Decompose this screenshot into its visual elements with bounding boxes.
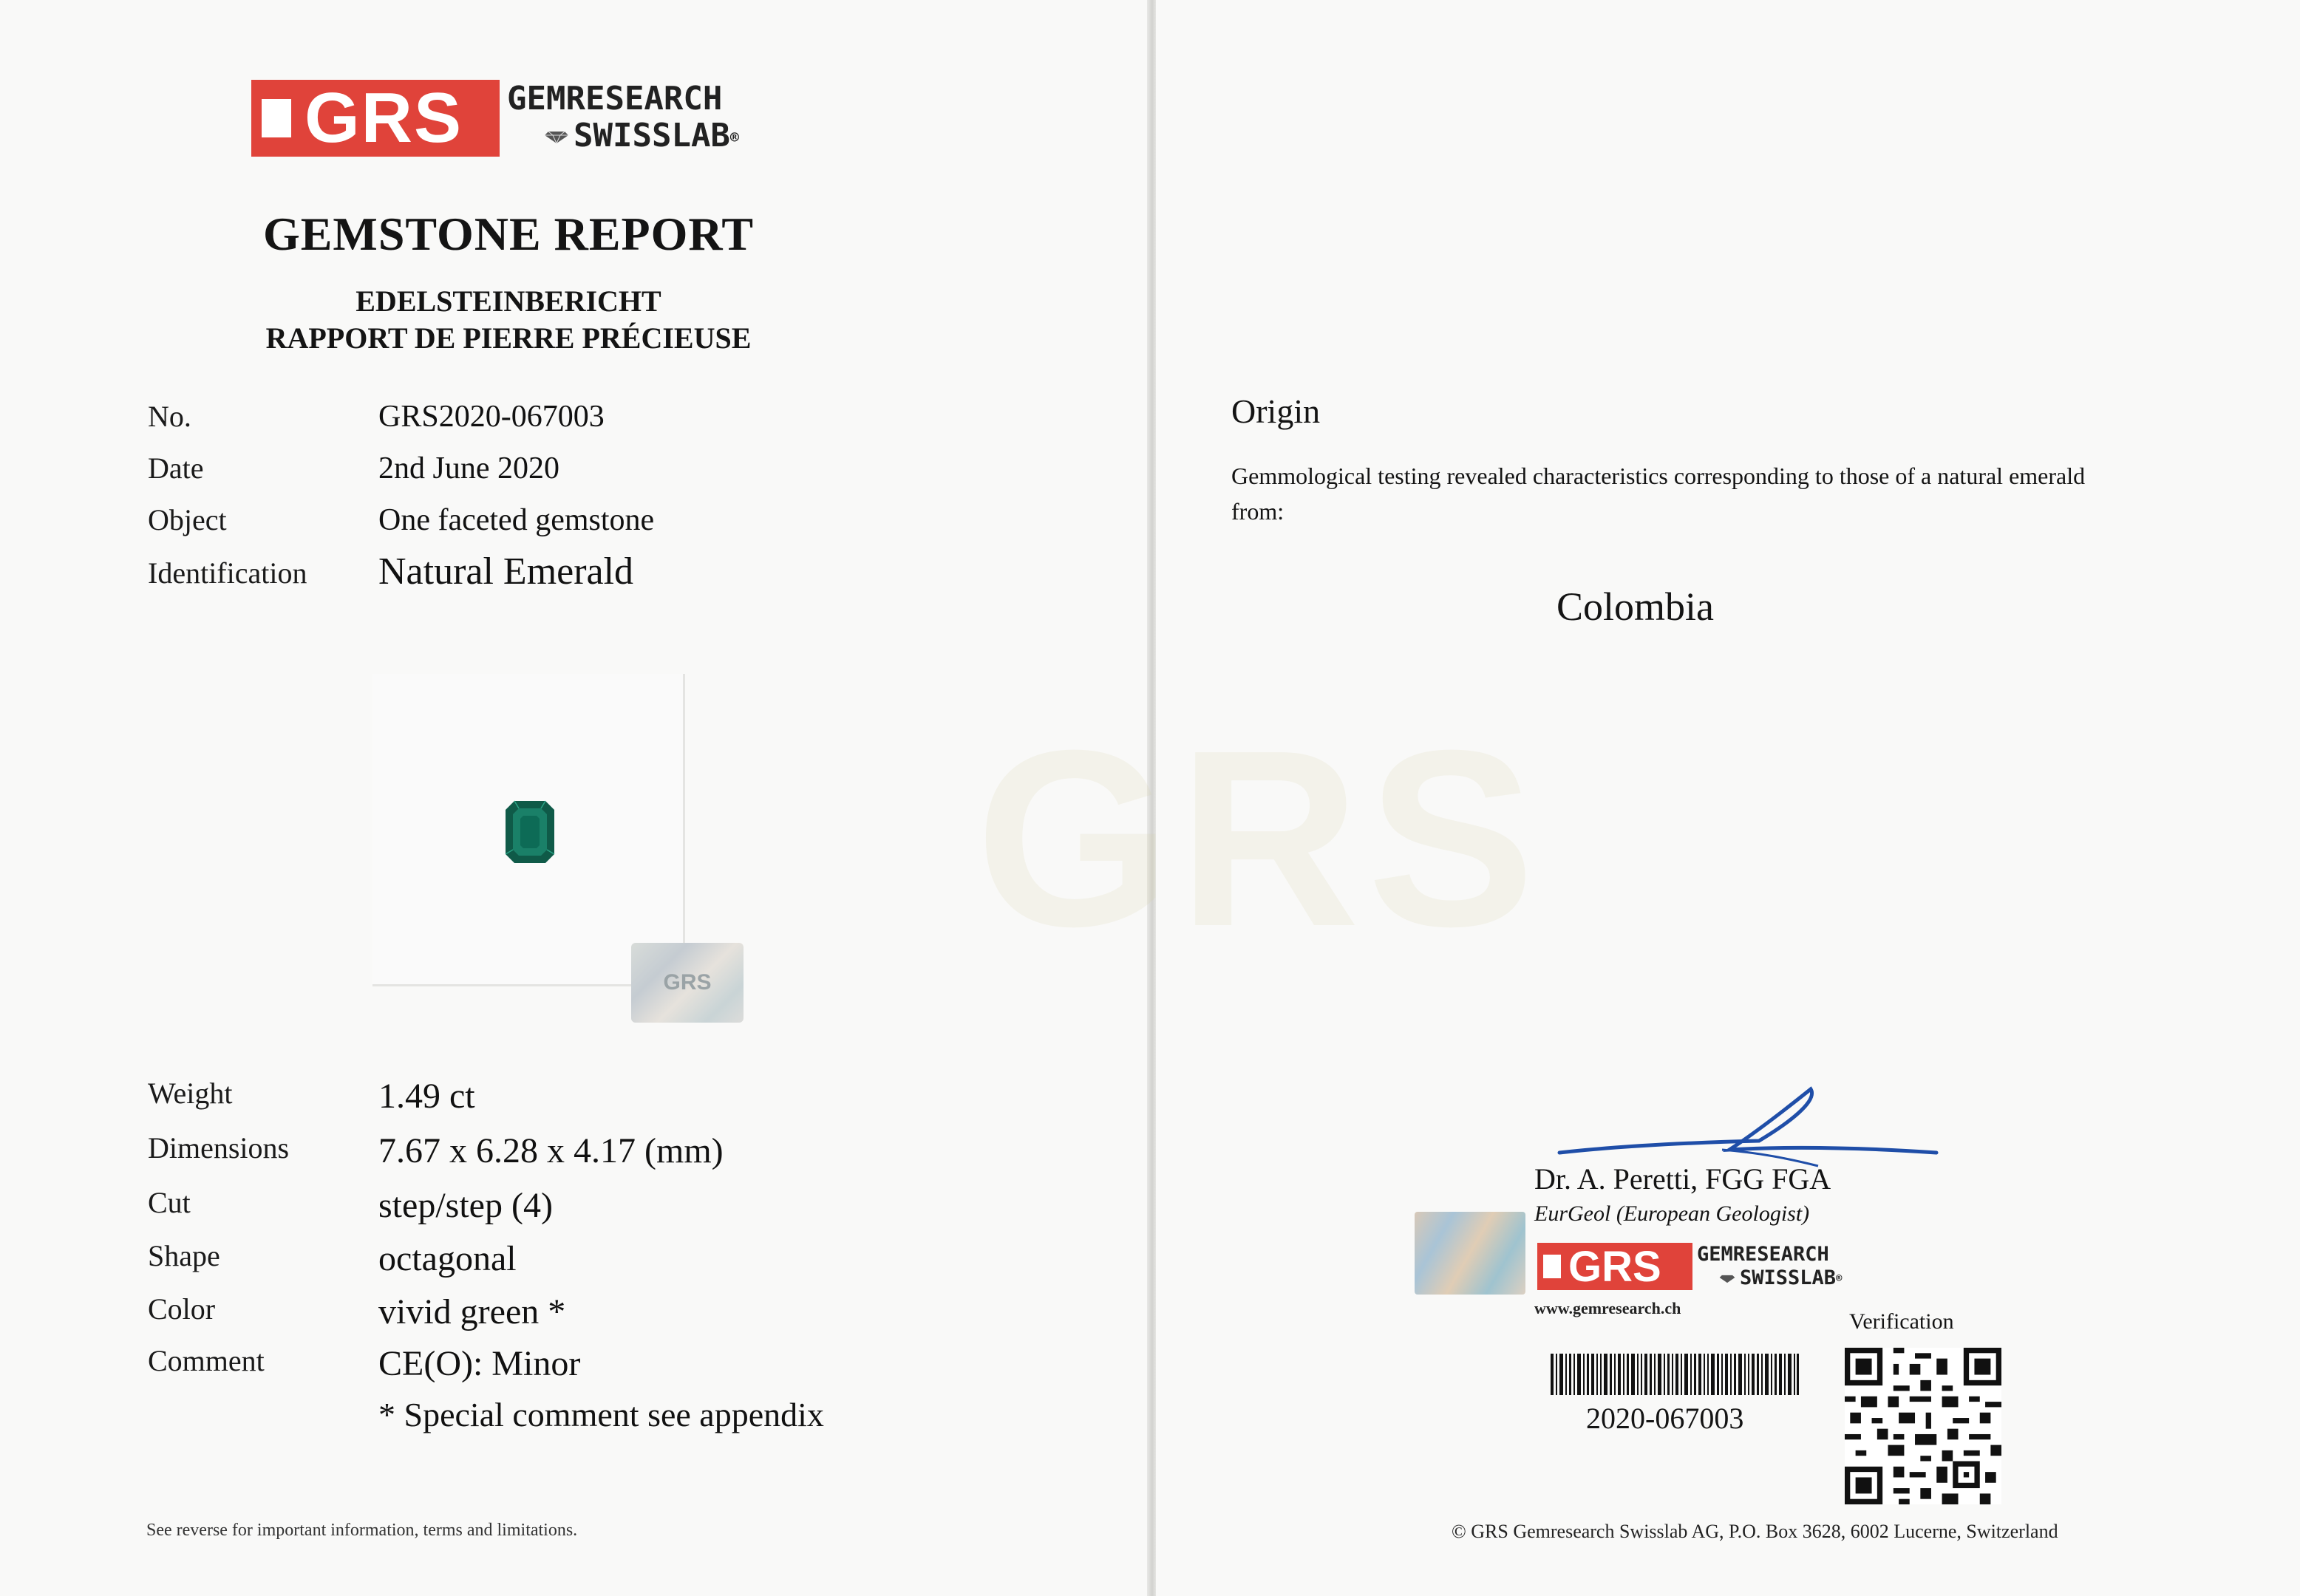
registered-icon: ® <box>729 129 739 146</box>
hologram-seal: GRS <box>631 943 744 1023</box>
watermark-logo: GRS <box>976 698 1542 979</box>
qr-code-icon[interactable] <box>1845 1348 2001 1504</box>
footer-disclaimer: See reverse for important information, terms and limitations. <box>146 1521 578 1540</box>
detail-label-color: Color <box>148 1292 216 1326</box>
copyright-footer: © GRS Gemresearch Swisslab AG, P.O. Box 3628, 6002 Lucerne, Switzerland <box>1452 1521 2058 1542</box>
diamond-icon <box>1719 1275 1735 1283</box>
detail-value-dimensions: 7.67 x 6.28 x 4.17 (mm) <box>378 1131 724 1170</box>
swiss-cross-icon <box>1543 1255 1561 1278</box>
origin-title: Origin <box>1231 392 1321 430</box>
field-value-number: GRS2020-067003 <box>378 400 605 434</box>
grs-logo-text-small: GRS <box>1568 1242 1661 1291</box>
hologram-sticker <box>1415 1212 1525 1295</box>
emerald-gem-photo <box>504 799 556 864</box>
barcode-number: 2020-067003 <box>1586 1402 1744 1435</box>
field-value-identification: Natural Emerald <box>378 550 634 593</box>
detail-label-cut: Cut <box>148 1186 191 1219</box>
grs-logo-mark <box>251 80 500 157</box>
field-label-number: No. <box>148 400 191 433</box>
origin-description: Gemmological testing revealed characteristics corresponding to those of a natural emerald from: <box>1231 463 2086 525</box>
signature-graphic <box>1537 1079 1951 1175</box>
logo-word-swisslab: SWISSLAB <box>574 117 730 154</box>
logo-word-gemresearch: GEMRESEARCH <box>507 80 723 117</box>
logo-word-gemresearch-small: GEMRESEARCH <box>1697 1243 1829 1266</box>
grs-logo-small <box>1537 1243 1842 1291</box>
registered-icon: ® <box>1836 1272 1843 1285</box>
field-label-date: Date <box>148 451 204 485</box>
swiss-cross-icon <box>262 99 291 137</box>
field-value-date: 2nd June 2020 <box>378 451 559 485</box>
detail-label-weight: Weight <box>148 1077 233 1110</box>
grs-logo <box>251 80 739 157</box>
special-comment-note: * Special comment see appendix <box>378 1396 824 1433</box>
detail-label-dimensions: Dimensions <box>148 1131 290 1164</box>
field-value-object: One faceted gemstone <box>378 503 655 537</box>
report-subtitle-fr: RAPPORT DE PIERRE PRÉCIEUSE <box>265 321 752 355</box>
verification-label: Verification <box>1849 1309 1954 1334</box>
detail-value-comment: CE(O): Minor <box>378 1344 581 1383</box>
barcode-graphic <box>1551 1354 1799 1395</box>
detail-value-shape: octagonal <box>378 1239 517 1278</box>
logo-word-swisslab-small: SWISSLAB <box>1740 1266 1837 1289</box>
diamond-icon <box>544 131 569 144</box>
field-label-object: Object <box>148 503 227 536</box>
signer-role: EurGeol (European Geologist) <box>1534 1201 1810 1226</box>
origin-country: Colombia <box>1556 584 1714 629</box>
report-subtitle-de: EDELSTEINBERICHT <box>355 284 661 318</box>
logo-word-swisslab-line <box>507 117 739 156</box>
grs-logo-text: GRS <box>304 78 463 157</box>
grs-logo-words-small <box>1697 1243 1842 1291</box>
detail-label-comment: Comment <box>148 1344 265 1377</box>
grs-logo-words <box>507 81 739 156</box>
website-link[interactable]: www.gemresearch.ch <box>1534 1299 1681 1317</box>
signer-name: Dr. A. Peretti, FGG FGA <box>1534 1162 1831 1196</box>
detail-label-shape: Shape <box>148 1239 220 1272</box>
grs-logo-mark-small <box>1537 1243 1692 1290</box>
logo-word-swisslab-line-small <box>1697 1266 1842 1291</box>
detail-value-weight: 1.49 ct <box>378 1077 475 1116</box>
detail-value-color: vivid green * <box>378 1292 566 1331</box>
field-label-identification: Identification <box>148 556 307 590</box>
report-title: GEMSTONE REPORT <box>262 208 755 260</box>
detail-value-cut: step/step (4) <box>378 1186 553 1225</box>
